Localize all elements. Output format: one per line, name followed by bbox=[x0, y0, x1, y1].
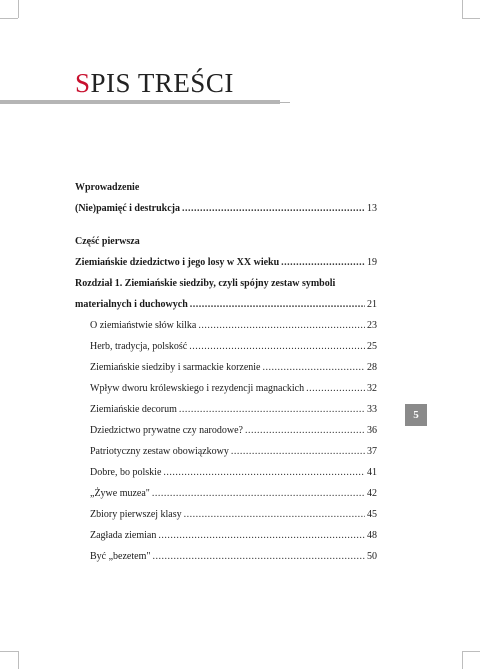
toc-entry-label: O ziemiaństwie słów kilka bbox=[90, 320, 197, 331]
toc-entry[interactable] bbox=[75, 399, 377, 420]
title-first-letter: S bbox=[75, 68, 91, 98]
toc-entry[interactable] bbox=[75, 483, 377, 504]
toc-entry[interactable] bbox=[75, 315, 377, 336]
crop-mark bbox=[18, 651, 19, 669]
toc-entry-page: 23 bbox=[367, 320, 377, 331]
toc-entry[interactable] bbox=[75, 198, 377, 219]
title-rule bbox=[0, 100, 280, 104]
crop-mark bbox=[18, 0, 19, 18]
toc-chapter-title: Rozdział 1. Ziemiańskie siedziby, czyli spójny zestaw symboli bbox=[75, 278, 336, 289]
crop-mark bbox=[0, 651, 18, 652]
toc-entry[interactable] bbox=[75, 462, 377, 483]
toc-entry-label: (Nie)pamięć i destrukcja bbox=[75, 203, 180, 214]
toc-entry-page: 32 bbox=[367, 383, 377, 394]
toc-entry[interactable] bbox=[75, 336, 377, 357]
toc-entry-page: 25 bbox=[367, 341, 377, 352]
leader-dots bbox=[281, 252, 365, 273]
title-rule-thin bbox=[280, 102, 290, 103]
toc-entry-page: 13 bbox=[367, 203, 377, 214]
title-rest: PIS TREŚCI bbox=[90, 68, 234, 98]
toc-entry[interactable] bbox=[75, 357, 377, 378]
toc-entry[interactable] bbox=[75, 546, 377, 567]
leader-dots bbox=[163, 462, 365, 483]
toc-entry-label: Wpływ dworu królewskiego i rezydencji magnackich bbox=[90, 383, 305, 394]
leader-dots bbox=[198, 315, 365, 336]
toc-entry[interactable] bbox=[75, 420, 377, 441]
page-title bbox=[75, 70, 234, 97]
toc-entry-label: materialnych i duchowych bbox=[75, 299, 188, 310]
toc-entry[interactable] bbox=[75, 252, 377, 273]
leader-dots bbox=[184, 504, 365, 525]
crop-mark bbox=[462, 18, 480, 19]
toc-entry-label: „Żywe muzea" bbox=[90, 488, 150, 499]
toc-entry[interactable] bbox=[75, 378, 377, 399]
crop-mark bbox=[462, 651, 480, 652]
leader-dots bbox=[158, 525, 365, 546]
toc-entry-page: 48 bbox=[367, 530, 377, 541]
leader-dots bbox=[306, 378, 365, 399]
toc-entry-label: Patriotyczny zestaw obowiązkowy bbox=[90, 446, 229, 457]
toc-entry[interactable] bbox=[75, 525, 377, 546]
crop-mark bbox=[462, 651, 463, 669]
toc-entry-label: Zbiory pierwszej klasy bbox=[90, 509, 182, 520]
toc-entry-label: Ziemiańskie decorum bbox=[90, 404, 177, 415]
toc-heading-intro: Wprowadzenie bbox=[75, 182, 140, 193]
crop-mark bbox=[462, 0, 463, 18]
leader-dots bbox=[179, 399, 365, 420]
toc-entry-label: Ziemiańskie siedziby i sarmackie korzenie bbox=[90, 362, 261, 373]
leader-dots bbox=[263, 357, 366, 378]
toc-entry-label: Herb, tradycja, polskość bbox=[90, 341, 188, 352]
toc-entry-label: Ziemiańskie dziedzictwo i jego losy w XX wieku bbox=[75, 257, 280, 268]
toc-entry-page: 41 bbox=[367, 467, 377, 478]
toc-entry[interactable] bbox=[75, 441, 377, 462]
toc-entry[interactable] bbox=[75, 294, 377, 315]
toc-entry-page: 33 bbox=[367, 404, 377, 415]
crop-mark bbox=[0, 18, 18, 19]
toc-entry-page: 28 bbox=[367, 362, 377, 373]
toc-entry-label: Być „bezetem" bbox=[90, 551, 151, 562]
toc-heading-part: Część pierwsza bbox=[75, 236, 140, 247]
toc-entry-page: 37 bbox=[367, 446, 377, 457]
toc-entry-label: Dziedzictwo prywatne czy narodowe? bbox=[90, 425, 243, 436]
toc-entry-page: 50 bbox=[367, 551, 377, 562]
toc-entry-page: 42 bbox=[367, 488, 377, 499]
leader-dots bbox=[231, 441, 365, 462]
toc-entry-page: 36 bbox=[367, 425, 377, 436]
toc-entry-label: Dobre, bo polskie bbox=[90, 467, 162, 478]
toc-entry-page: 21 bbox=[367, 299, 377, 310]
leader-dots bbox=[189, 336, 365, 357]
leader-dots bbox=[152, 483, 365, 504]
leader-dots bbox=[152, 546, 365, 567]
leader-dots bbox=[190, 294, 365, 315]
table-of-contents bbox=[75, 177, 377, 567]
toc-entry-label: Zagłada ziemian bbox=[90, 530, 157, 541]
leader-dots bbox=[182, 198, 365, 219]
toc-entry-page: 45 bbox=[367, 509, 377, 520]
toc-entry[interactable] bbox=[75, 504, 377, 525]
page-number-badge bbox=[405, 404, 427, 426]
page-number: 5 bbox=[413, 409, 419, 421]
leader-dots bbox=[245, 420, 365, 441]
toc-entry-page: 19 bbox=[367, 257, 377, 268]
